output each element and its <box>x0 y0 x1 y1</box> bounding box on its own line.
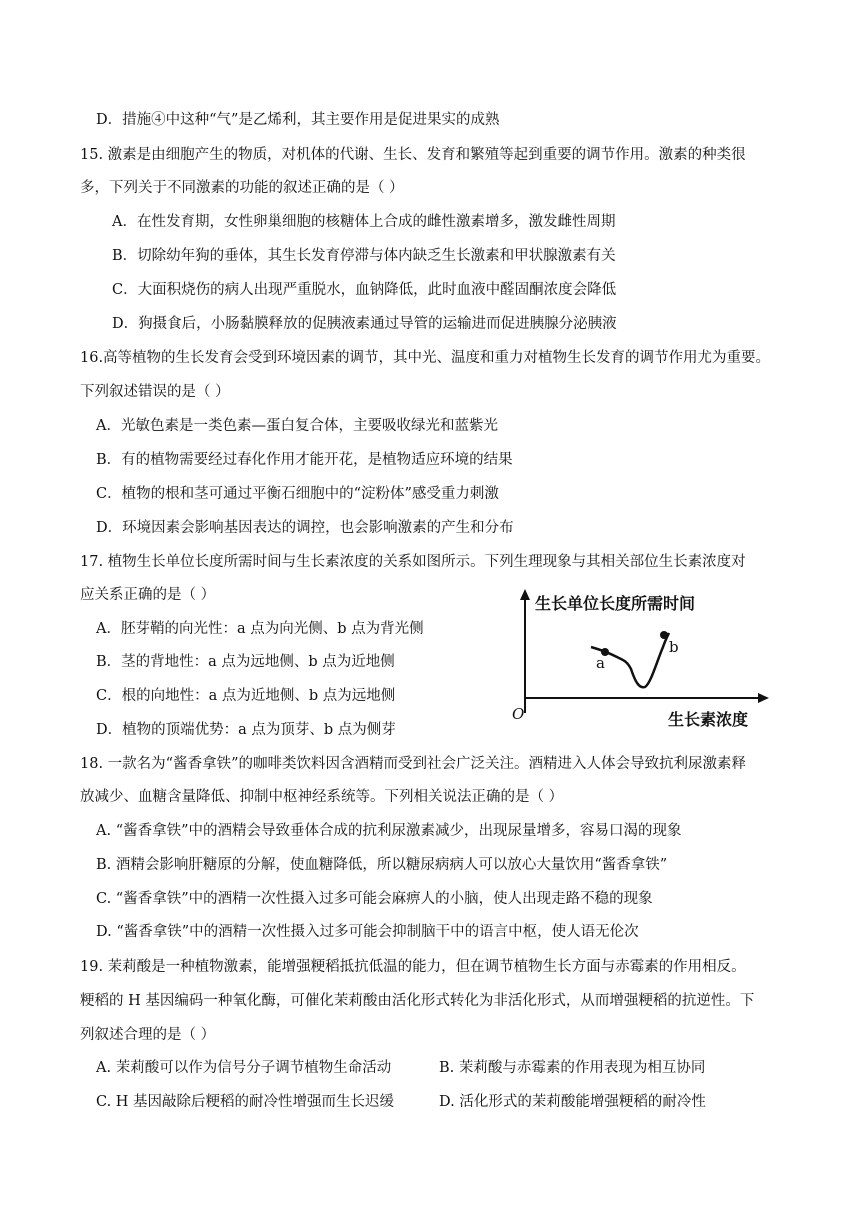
q15-stem-line-1: 15. 激素是由细胞产生的物质，对机体的代谢、生长、发育和繁殖等起到重要的调节作用。激素的种类很 <box>80 147 746 163</box>
q16-stem-line-2: 下列叙述错误的是（ ） <box>80 384 230 400</box>
q16-option-c: C．植物的根和茎可通过平衡石细胞中的“淀粉体”感受重力刺激 <box>96 486 499 502</box>
q18-option-c: C. “酱香拿铁”中的酒精一次性摄入过多可能会麻痹人的小脑，使人出现走路不稳的现象 <box>96 891 653 907</box>
q16-option-d: D．环境因素会影响基因表达的调控，也会影响激素的产生和分布 <box>96 520 514 536</box>
q17-option-d: D．植物的顶端优势：a 点为顶芽、b 点为侧芽 <box>96 722 396 738</box>
q17-stem-line-1: 17. 植物生长单位长度所需时间与生长素浓度的关系如图所示。下列生理现象与其相关部位生长素浓度对 <box>80 554 746 570</box>
q18-stem-line-2: 放减少、血糖含量降低、抑制中枢神经系统等。下列相关说法正确的是（ ） <box>80 789 564 805</box>
q15-option-c: C．大面积烧伤的病人出现严重脱水，血钠降低，此时血液中醛固酮浓度会降低 <box>112 282 617 298</box>
q19-option-d: D. 活化形式的茉莉酸能增强粳稻的耐冷性 <box>439 1094 706 1110</box>
q17-stem-line-2: 应关系正确的是（ ） <box>80 587 216 603</box>
x-axis-arrow <box>758 693 769 703</box>
q15-option-a: A．在性发育期，女性卵巢细胞的核糖体上合成的雌性激素增多，激发雌性周期 <box>112 214 616 230</box>
y-axis-arrow <box>520 589 530 600</box>
q18-option-d: D. “酱香拿铁”中的酒精一次性摄入过多可能会抑制脑干中的语言中枢，使人语无伦次 <box>96 924 639 940</box>
q17-option-b: B．茎的背地性：a 点为远地侧、b 点为近地侧 <box>96 654 395 670</box>
q19-option-b: B. 茉莉酸与赤霉素的作用表现为相互协同 <box>439 1060 706 1076</box>
q19-option-a: A. 茉莉酸可以作为信号分子调节植物生命活动 <box>96 1060 392 1076</box>
q16-option-b: B．有的植物需要经过春化作用才能开花，是植物适应环境的结果 <box>96 452 513 468</box>
q15-stem-line-2: 多，下列关于不同激素的功能的叙述正确的是（ ） <box>80 180 404 196</box>
q17-graph <box>505 585 775 735</box>
y-axis-label: 生长单位长度所需时间 <box>535 594 696 613</box>
q19-stem-line-2: 粳稻的 H 基因编码一种氧化酶，可催化茉莉酸由活化形式转化为非活化形式，从而增强粳稻的抗逆性。下 <box>80 993 755 1009</box>
q19-option-c: C. H 基因敲除后粳稻的耐冷性增强而生长迟缓 <box>96 1094 395 1110</box>
q15-option-b: B．切除幼年狗的垂体，其生长发育停滞与体内缺乏生长激素和甲状腺激素有关 <box>112 248 616 264</box>
q19-stem-line-3: 列叙述合理的是（ ） <box>80 1027 216 1043</box>
q14-option-d: D．措施④中这种“气”是乙烯利，其主要作用是促进果实的成熟 <box>96 112 500 128</box>
q19-stem-line-1: 19. 茉莉酸是一种植物激素，能增强粳稻抵抗低温的能力，但在调节植物生长方面与赤霉素的作用相反。 <box>80 959 746 975</box>
q18-stem-line-1: 18. 一款名为“酱香拿铁”的咖啡类饮料因含酒精而受到社会广泛关注。酒精进入人体会导致抗利尿激素释 <box>80 756 746 772</box>
q18-option-a: A. “酱香拿铁”中的酒精会导致垂体合成的抗利尿激素减少，出现尿量增多，容易口渴的现象 <box>96 823 682 839</box>
x-axis-label: 生长素浓度 <box>668 710 749 729</box>
point-b-label: b <box>669 638 679 656</box>
q17-option-a: A．胚芽鞘的向光性：a 点为向光侧、b 点为背光侧 <box>96 621 424 637</box>
q16-stem-line-1: 16.高等植物的生长发育会受到环境因素的调节，其中光、温度和重力对植物生长发育的调节作用尤为重要。 <box>80 350 771 366</box>
q15-option-d: D．狗摄食后，小肠黏膜释放的促胰液素通过导管的运输进而促进胰腺分泌胰液 <box>112 316 617 332</box>
point-a-label: a <box>596 654 605 672</box>
origin-label: O <box>512 705 525 723</box>
point-b-marker <box>660 631 668 639</box>
q17-option-c: C．根的向地性：a 点为近地侧、b 点为远地侧 <box>96 688 396 704</box>
q16-option-a: A．光敏色素是一类色素—蛋白复合体，主要吸收绿光和蓝紫光 <box>96 418 498 434</box>
q18-option-b: B. 酒精会影响肝糖原的分解，使血糖降低，所以糖尿病病人可以放心大量饮用“酱香拿铁” <box>96 857 668 873</box>
